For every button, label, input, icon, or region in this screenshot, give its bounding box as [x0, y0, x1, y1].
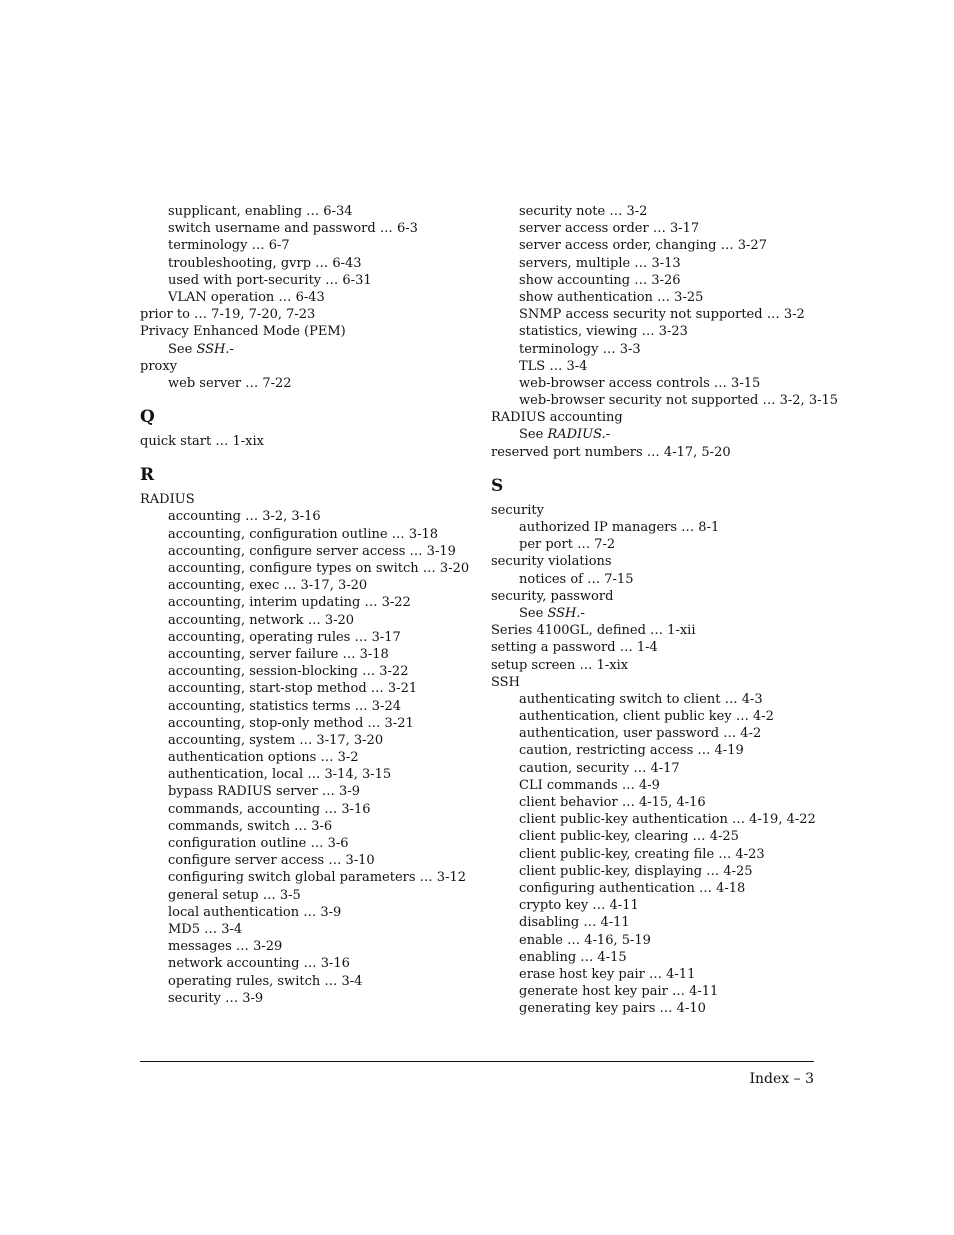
index-subentry: notices of … 7-15	[519, 571, 634, 587]
section-letter: Q	[140, 407, 155, 428]
index-subentry: enable … 4-16, 5-19	[519, 932, 651, 948]
index-subentry: VLAN operation … 6-43	[168, 289, 325, 305]
index-subentry: erase host key pair … 4-11	[519, 966, 696, 982]
index-subentry: client behavior … 4-15, 4-16	[519, 795, 706, 810]
section-letter: R	[140, 465, 155, 486]
index-subentry: commands, accounting … 3-16	[168, 801, 371, 817]
index-entry: Series 4100GL, defined … 1-xii	[491, 623, 696, 639]
index-subentry: messages … 3-29	[168, 939, 283, 955]
see-reference	[140, 341, 480, 358]
index-subentry: authentication, local … 3-14, 3-15	[168, 767, 392, 783]
index-subentry: web server … 7-22	[168, 375, 292, 391]
index-entry: setup screen … 1-xix	[491, 657, 629, 673]
section-letter: S	[491, 475, 504, 496]
index-subentry: authentication options … 3-2	[168, 750, 359, 766]
see-reference	[491, 426, 821, 443]
see-prefix: See	[168, 341, 197, 357]
index-subentry: accounting, statistics terms … 3-24	[168, 698, 401, 714]
index-subentry: client public-key authentication … 4-19, 4-22	[519, 812, 816, 828]
see-target: SSH.-	[196, 341, 234, 357]
index-subentry: show authentication … 3-25	[519, 289, 704, 305]
index-entry: reserved port numbers … 4-17, 5-20	[491, 444, 731, 460]
index-entry: security	[491, 502, 544, 518]
index-subentry: general setup … 3-5	[168, 887, 301, 903]
index-subentry: client public-key, creating file … 4-23	[519, 846, 765, 862]
index-entry: RADIUS	[140, 492, 195, 508]
index-subentry: MD5 … 3-4	[168, 921, 243, 937]
index-subentry: SNMP access security not supported … 3-2	[519, 307, 805, 323]
index-subentry: accounting, operating rules … 3-17	[168, 629, 401, 645]
index-subentry: disabling … 4-11	[519, 915, 630, 931]
index-subentry: TLS … 3-4	[519, 358, 588, 374]
index-subentry: caution, security … 4-17	[519, 760, 680, 776]
index-subentry: statistics, viewing … 3-23	[519, 324, 688, 340]
index-subentry: server access order … 3-17	[519, 221, 700, 237]
index-subentry: generating key pairs … 4-10	[519, 1001, 706, 1017]
index-column-left	[140, 203, 480, 1007]
index-column-right	[491, 203, 839, 1017]
index-subentry: accounting, configuration outline … 3-18	[168, 526, 439, 542]
index-subentry: bypass RADIUS server … 3-9	[168, 784, 360, 800]
index-subentry: accounting, session-blocking … 3-22	[168, 664, 409, 680]
index-subentry: switch username and password … 6-3	[168, 221, 418, 237]
index-entry: Privacy Enhanced Mode (PEM)	[140, 324, 346, 340]
see-prefix: See	[519, 605, 548, 621]
index-subentry: local authentication … 3-9	[168, 904, 342, 920]
index-subentry: network accounting … 3-16	[168, 956, 350, 972]
index-subentry: accounting, server failure … 3-18	[168, 646, 389, 662]
index-subentry: accounting, start-stop method … 3-21	[168, 681, 418, 697]
index-subentry: accounting, system … 3-17, 3-20	[168, 732, 384, 748]
see-prefix: See	[519, 427, 548, 443]
index-entry: security, password	[491, 588, 614, 604]
index-entry: security violations	[491, 554, 612, 570]
index-subentry: enabling … 4-15	[519, 949, 627, 965]
index-subentry: accounting, configure server access … 3-19	[168, 543, 456, 559]
index-subentry: accounting, interim updating … 3-22	[168, 595, 411, 611]
index-subentry: crypto key … 4-11	[519, 898, 639, 914]
index-subentry: authentication, client public key … 4-2	[519, 709, 774, 725]
index-subentry: client public-key, displaying … 4-25	[519, 863, 753, 879]
index-entry: RADIUS accounting	[491, 410, 623, 426]
index-subentry: accounting, stop-only method … 3-21	[168, 715, 414, 731]
see-target: RADIUS.-	[547, 427, 611, 443]
index-subentry: commands, switch … 3-6	[168, 818, 333, 834]
index-entry: quick start … 1-xix	[140, 434, 264, 450]
index-subentry: per port … 7-2	[519, 537, 616, 553]
index-subentry: used with port-security … 6-31	[168, 272, 372, 288]
index-subentry: authorized IP managers … 8-1	[519, 520, 720, 535]
index-subentry: caution, restricting access … 4-19	[519, 743, 744, 759]
index-subentry: terminology … 3-3	[519, 341, 641, 357]
index-entry: setting a password … 1-4	[491, 640, 658, 656]
index-subentry: servers, multiple … 3-13	[519, 255, 681, 271]
index-subentry: configure server access … 3-10	[168, 853, 375, 869]
index-subentry: accounting, configure types on switch … 3-20	[168, 561, 470, 576]
index-subentry: CLI commands … 4-9	[519, 777, 660, 793]
index-subentry: security note … 3-2	[519, 204, 648, 219]
index-subentry: generate host key pair … 4-11	[519, 984, 719, 1000]
index-subentry: web-browser security not supported … 3-2, 3-15	[519, 393, 839, 409]
index-subentry: accounting … 3-2, 3-16	[168, 509, 321, 525]
page-number: Index – 3	[749, 1071, 814, 1087]
see-target: SSH.-	[547, 605, 585, 621]
index-subentry: accounting, exec … 3-17, 3-20	[168, 578, 368, 594]
index-subentry: configuring authentication … 4-18	[519, 880, 746, 896]
index-entry: proxy	[140, 358, 178, 374]
index-subentry: terminology … 6-7	[168, 238, 290, 254]
index-subentry: web-browser access controls … 3-15	[519, 375, 761, 391]
index-subentry: supplicant, enabling … 6-34	[168, 204, 353, 219]
index-subentry: server access order, changing … 3-27	[519, 238, 767, 254]
footer-rule	[140, 1061, 814, 1062]
index-subentry: accounting, network … 3-20	[168, 612, 355, 628]
index-subentry: operating rules, switch … 3-4	[168, 973, 363, 989]
index-subentry: security … 3-9	[168, 990, 264, 1006]
index-entry: prior to … 7-19, 7-20, 7-23	[140, 307, 316, 323]
index-subentry: authenticating switch to client … 4-3	[519, 691, 763, 707]
index-subentry: authentication, user password … 4-2	[519, 726, 762, 742]
index-subentry: configuring switch global parameters … 3-12	[168, 870, 467, 886]
index-subentry: client public-key, clearing … 4-25	[519, 829, 739, 845]
index-entry: SSH	[491, 674, 520, 690]
see-reference	[491, 605, 821, 622]
index-subentry: troubleshooting, gvrp … 6-43	[168, 255, 362, 271]
index-subentry: configuration outline … 3-6	[168, 836, 349, 851]
index-subentry: show accounting … 3-26	[519, 272, 681, 288]
